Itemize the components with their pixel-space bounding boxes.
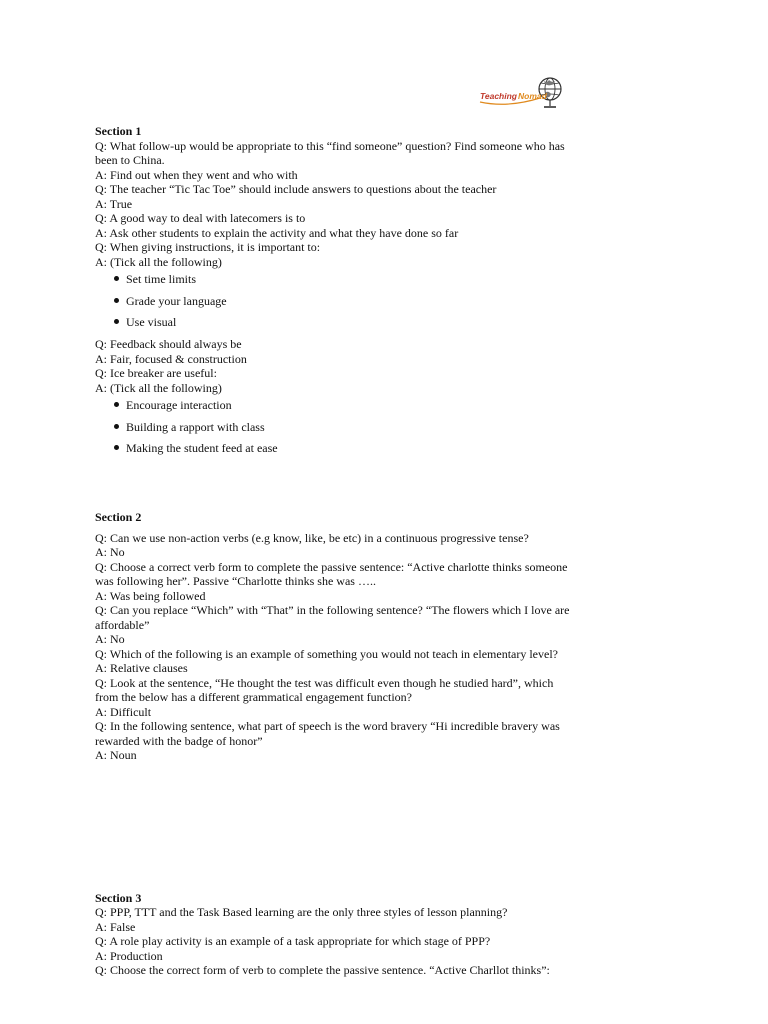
list-item	[95, 294, 570, 309]
list-item	[95, 315, 570, 330]
list-item-text: Use visual	[126, 315, 177, 330]
qa-line: A: Difficult	[95, 704, 152, 719]
qa-line: A: (Tick all the following)	[95, 254, 222, 269]
qa-line: Q: What follow-up would be appropriate to this “find someone” question? Find someone who has been to China.	[95, 138, 565, 167]
document-body	[95, 124, 570, 978]
spacer	[95, 463, 570, 510]
qa-line: Q: Look at the sentence, “He thought the test was difficult even though he studied hard”, which from the below has a different grammatical engagement function?	[95, 675, 554, 705]
bullet-icon	[114, 298, 119, 303]
bullet-list-icebreakers	[95, 398, 570, 456]
qa-line: A: True	[95, 196, 133, 211]
qa-line: A: (Tick all the following)	[95, 380, 222, 395]
qa-line: Q: Ice breaker are useful:	[95, 366, 217, 381]
section-1-title: Section 1	[95, 124, 142, 138]
list-item-text: Set time limits	[126, 272, 197, 286]
bullet-icon	[114, 445, 119, 450]
bullet-icon	[114, 402, 119, 407]
bullet-list-instructions	[95, 272, 570, 330]
qa-line: Q: Can you replace “Which” with “That” in the following sentence? “The flowers which I love are affordable”	[95, 603, 570, 632]
qa-line: A: Production	[95, 948, 163, 963]
qa-line: Q: PPP, TTT and the Task Based learning are the only three styles of lesson planning?	[95, 905, 508, 920]
spacer	[95, 763, 570, 891]
bullet-icon	[114, 276, 119, 281]
qa-line: Q: A role play activity is an example of a task appropriate for which stage of PPP?	[95, 934, 491, 949]
qa-line: A: Find out when they went and who with	[95, 167, 298, 182]
list-item	[95, 420, 570, 435]
bullet-icon	[114, 424, 119, 429]
globe-logo-icon	[478, 76, 564, 110]
qa-line: A: No	[95, 545, 125, 560]
qa-line: A: Was being followed	[95, 588, 206, 603]
qa-line: Q: In the following sentence, what part of speech is the word bravery “Hi incredible bravery was rewarded with the badge of honor”	[95, 719, 560, 748]
qa-line: A: No	[95, 632, 125, 647]
qa-line: Q: Choose a correct verb form to complete the passive sentence: “Active charlotte thinks someone was following her”. Passive “Charlotte thinks she was …..	[95, 559, 568, 589]
list-item-text: Grade your language	[126, 293, 227, 308]
list-item-text: Building a rapport with class	[126, 419, 265, 434]
section-2-title: Section 2	[95, 510, 142, 525]
qa-line: Q: Which of the following is an example of something you would not teach in elementary level?	[95, 646, 558, 661]
qa-line: Q: The teacher “Tic Tac Toe” should include answers to questions about the teacher	[95, 182, 497, 196]
qa-line: Q: Feedback should always be	[95, 337, 242, 352]
qa-line: A: Fair, focused & construction	[95, 351, 247, 366]
qa-line: A: False	[95, 919, 136, 934]
list-item	[95, 272, 570, 287]
qa-line: Q: When giving instructions, it is important to:	[95, 240, 321, 254]
qa-line: A: Noun	[95, 748, 137, 763]
section-3-title: Section 3	[95, 890, 142, 905]
logo-text-nomad: Nomad	[518, 91, 547, 101]
list-item-text: Making the student feed at ease	[126, 441, 278, 456]
bullet-icon	[114, 319, 119, 324]
qa-line: A: Ask other students to explain the activity and what they have done so far	[95, 225, 459, 240]
qa-line: Q: A good way to deal with latecomers is to	[95, 211, 306, 225]
teaching-nomad-logo	[478, 76, 564, 110]
logo-text-teaching: Teaching	[480, 91, 517, 101]
list-item-text: Encourage interaction	[126, 398, 232, 413]
qa-line: Q: Can we use non-action verbs (e.g know, like, be etc) in a continuous progressive tense?	[95, 530, 529, 545]
qa-line: Q: Choose the correct form of verb to complete the passive sentence. “Active Charllot thinks”:	[95, 963, 550, 978]
qa-line: A: Relative clauses	[95, 661, 188, 676]
list-item	[95, 441, 570, 456]
list-item	[95, 398, 570, 413]
